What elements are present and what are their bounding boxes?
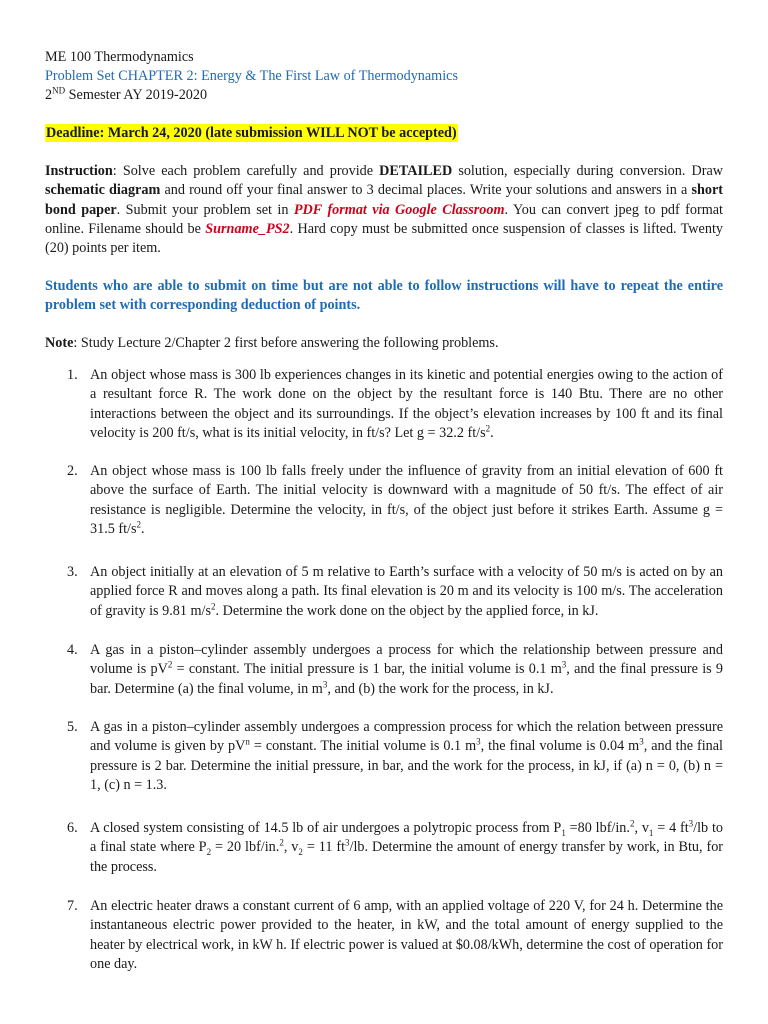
problem-text: A gas in a piston–cylinder assembly undergoes a process for which the relationship between pressure and volume is $pV^2$ = constant. The initial pressure is 1 bar, the initial volume is 0.1 $m^3$, and the final pressure is 9 bar. Determine (a) the final volume, in $m^3$, and (b) the work for the process, in kJ. bbox=[90, 642, 724, 697]
deadline-highlight: Deadline: March 24, 2020 (late submission WILL NOT be accepted) bbox=[46, 125, 457, 141]
problem-text: An object initially at an elevation of 5 m relative to Earth’s surface with a velocity of 50 m/s is acted on by an applied force R and moves along a path. Its final elevation is 20 m and its velocity is 100 m/s. The acceleration of gravity is 9.81 $m/s^2$. Determine the work done on the object by the applied force, in kJ. bbox=[90, 564, 723, 619]
course-title: ME 100 Thermodynamics bbox=[45, 49, 194, 65]
warning-paragraph: Students who are able to submit on time but are not able to follow instructions will have to repeat the entire problem set with corresponding deduction of points. bbox=[45, 278, 723, 314]
problem-text: A gas in a piston–cylinder assembly undergoes a compression process for which the relation between pressure and volume is given by $pV^n$ = constant. The initial volume is 0.1 $m^3$, the final volume is 0.04 $m^3$, and the final pressure is 2 bar. Determine the initial pressure, in bar, and the work for the process, in kJ, if (a) n = 0, (b) n = 1, (c) n = 1.3. bbox=[90, 719, 723, 793]
problem-text: An object whose mass is 100 lb falls freely under the influence of gravity from an initial elevation of 600 ft above the surface of Earth. The initial velocity is downward with a magnitude of 50 ft/s. The effect of air resistance is negligible. Determine the velocity, in ft/s, of the object just before it strikes Earth. Assume g = 31.5 $ft/s^2$. bbox=[90, 463, 723, 537]
document-page: ME 100 Thermodynamics Problem Set CHAPTER 2: Energy & The First Law of Thermodynamics 2ND Semester AY 2019-2020 Deadline: March 24, 2020 (late submission WILL NOT be accepted) Instruction: Solve each problem carefully and provide DETAILED solution, especially during conversion. Draw schematic diagram and round off your final answer to 3 decimal places. Write your solutions and answers in a short bond paper. Submit your problem set in PDF format via Google Classroom. You can convert jpeg to pdf format online. Filename should be Surname_PS2. Hard copy must be submitted once suspension of classes is lifted. Twenty (20) points per item. Students who are able to submit on time but are not able to follow instructions will have to repeat the entire problem set with corresponding deduction of points. Note: Study Lecture 2/Chapter 2 first before answering the following problems. 1. An object whose mass is 300 lb experiences changes in its kinetic and potential energies owing to the action of a resultant force R. The work done on the object by the resultant force is 140 Btu. There are no other interactions between the object and its surroundings. If the object’s elevation increases by 100 ft and its final velocity is 200 ft/s, what is its initial velocity, in ft/s? Let g = 32.2 $ft/s^2$. 2. An object whose mass is 100 lb falls freely under the influence of gravity from an initial elevation of 600 ft above the surface of Earth. The initial velocity is downward with a magnitude of 50 ft/s. The effect of air resistance is negligible. Determine the velocity, in ft/s, of the object just before it strikes Earth. Assume g = 31.5 $ft/s^2$. 3. An object initially at an elevation of 5 m relative to Earth’s surface with a velocity of 50 m/s is acted on by an applied force R and moves along a path. Its final elevation is 20 m and its velocity is 100 m/s. The acceleration of gravity is 9.81 $m/s^2$. Determine the work done on the object by the applied force, in kJ. 4. A gas in a piston–cylinder assembly undergoes a process for which the relationship between pressure and volume is $pV^2$ = constant. The initial pressure is 1 bar, the initial volume is 0.1 $m^3$, and the final pressure is 9 bar. Determine (a) the final volume, in $m^3$, and (b) the work for the process, in kJ. 5. A gas in a piston–cylinder assembly undergoes a compression process for which the relation between pressure and volume is given by $pV^n$ = constant. The initial volume is 0.1 $m^3$, the final volume is 0.04 $m^3$, and the final pressure is 2 bar. Determine the initial pressure, in bar, and the work for the process, in kJ, if (a) n = 0, (b) n = 1, (c) n = 1.3. 6. A closed system consisting of 14.5 lb of air undergoes a polytropic process from $P_1 =80$ lbf/in.$^2$, $v_1 = 4$ $ft^3/lb$ to a final state where $P_2 = 20$ lbf/in.$^2$, $v_2 = 11$ $ft^3/lb$. Determine the amount of energy transfer by work, in Btu, for the process. 7. An electric heater draws a constant current of 6 amp, with an applied voltage of 220 V, for 24 h. Determine the instantaneous electric power provided to the heater, in kW, and the total amount of energy supplied to the heater by electrical work, in kW h. If electric power is valued at $0.08/kWh, determine the cost of operation for one day. bbox=[0, 0, 768, 1024]
problem-text: An electric heater draws a constant current of 6 amp, with an applied voltage of 220 V, for 24 h. Determine the instantaneous electric power provided to the heater, in kW, and the total amount of energy supplied to the heater by electrical work, in kW h. If electric power is valued at $0.08/kWh, determine the cost of operation for one day. bbox=[90, 898, 723, 972]
note-line: Note: Study Lecture 2/Chapter 2 first before answering the following problems. bbox=[45, 335, 499, 351]
problem-text: A closed system consisting of 14.5 lb of air undergoes a polytropic process from $P_1 =80$ lbf/in.$^2$, $v_1 = 4$ $ft^3/lb$ to a final state where $P_2 = 20$ lbf/in.$^2$, $v_2 = 11$ $ft^3/lb$. Determine the amount of energy transfer by work, in Btu, for the process. bbox=[90, 818, 724, 875]
problem-set-title: Problem Set CHAPTER 2: Energy & The First Law of Thermodynamics bbox=[45, 68, 458, 84]
instruction-paragraph: Instruction: Solve each problem carefully and provide DETAILED solution, especially during conversion. Draw schematic diagram and round off your final answer to 3 decimal places. Write your solutions and answers in a short bond paper. Submit your problem set in PDF format via Google Classroom. You can convert jpeg to pdf format online. Filename should be Surname_PS2. Hard copy must be submitted once suspension of classes is lifted. Twenty (20) points per item. bbox=[45, 163, 724, 257]
semester-line: 2ND Semester AY 2019-2020 bbox=[45, 85, 208, 103]
problem-text: An object whose mass is 300 lb experiences changes in its kinetic and potential energies owing to the action of a resultant force R. The work done on the object by the resultant force is 140 Btu. There are no other interactions between the object and its surroundings. If the object’s elevation increases by 100 ft and its final velocity is 200 ft/s, what is its initial velocity, in ft/s? Let g = 32.2 $ft/s^2$. bbox=[90, 367, 723, 441]
